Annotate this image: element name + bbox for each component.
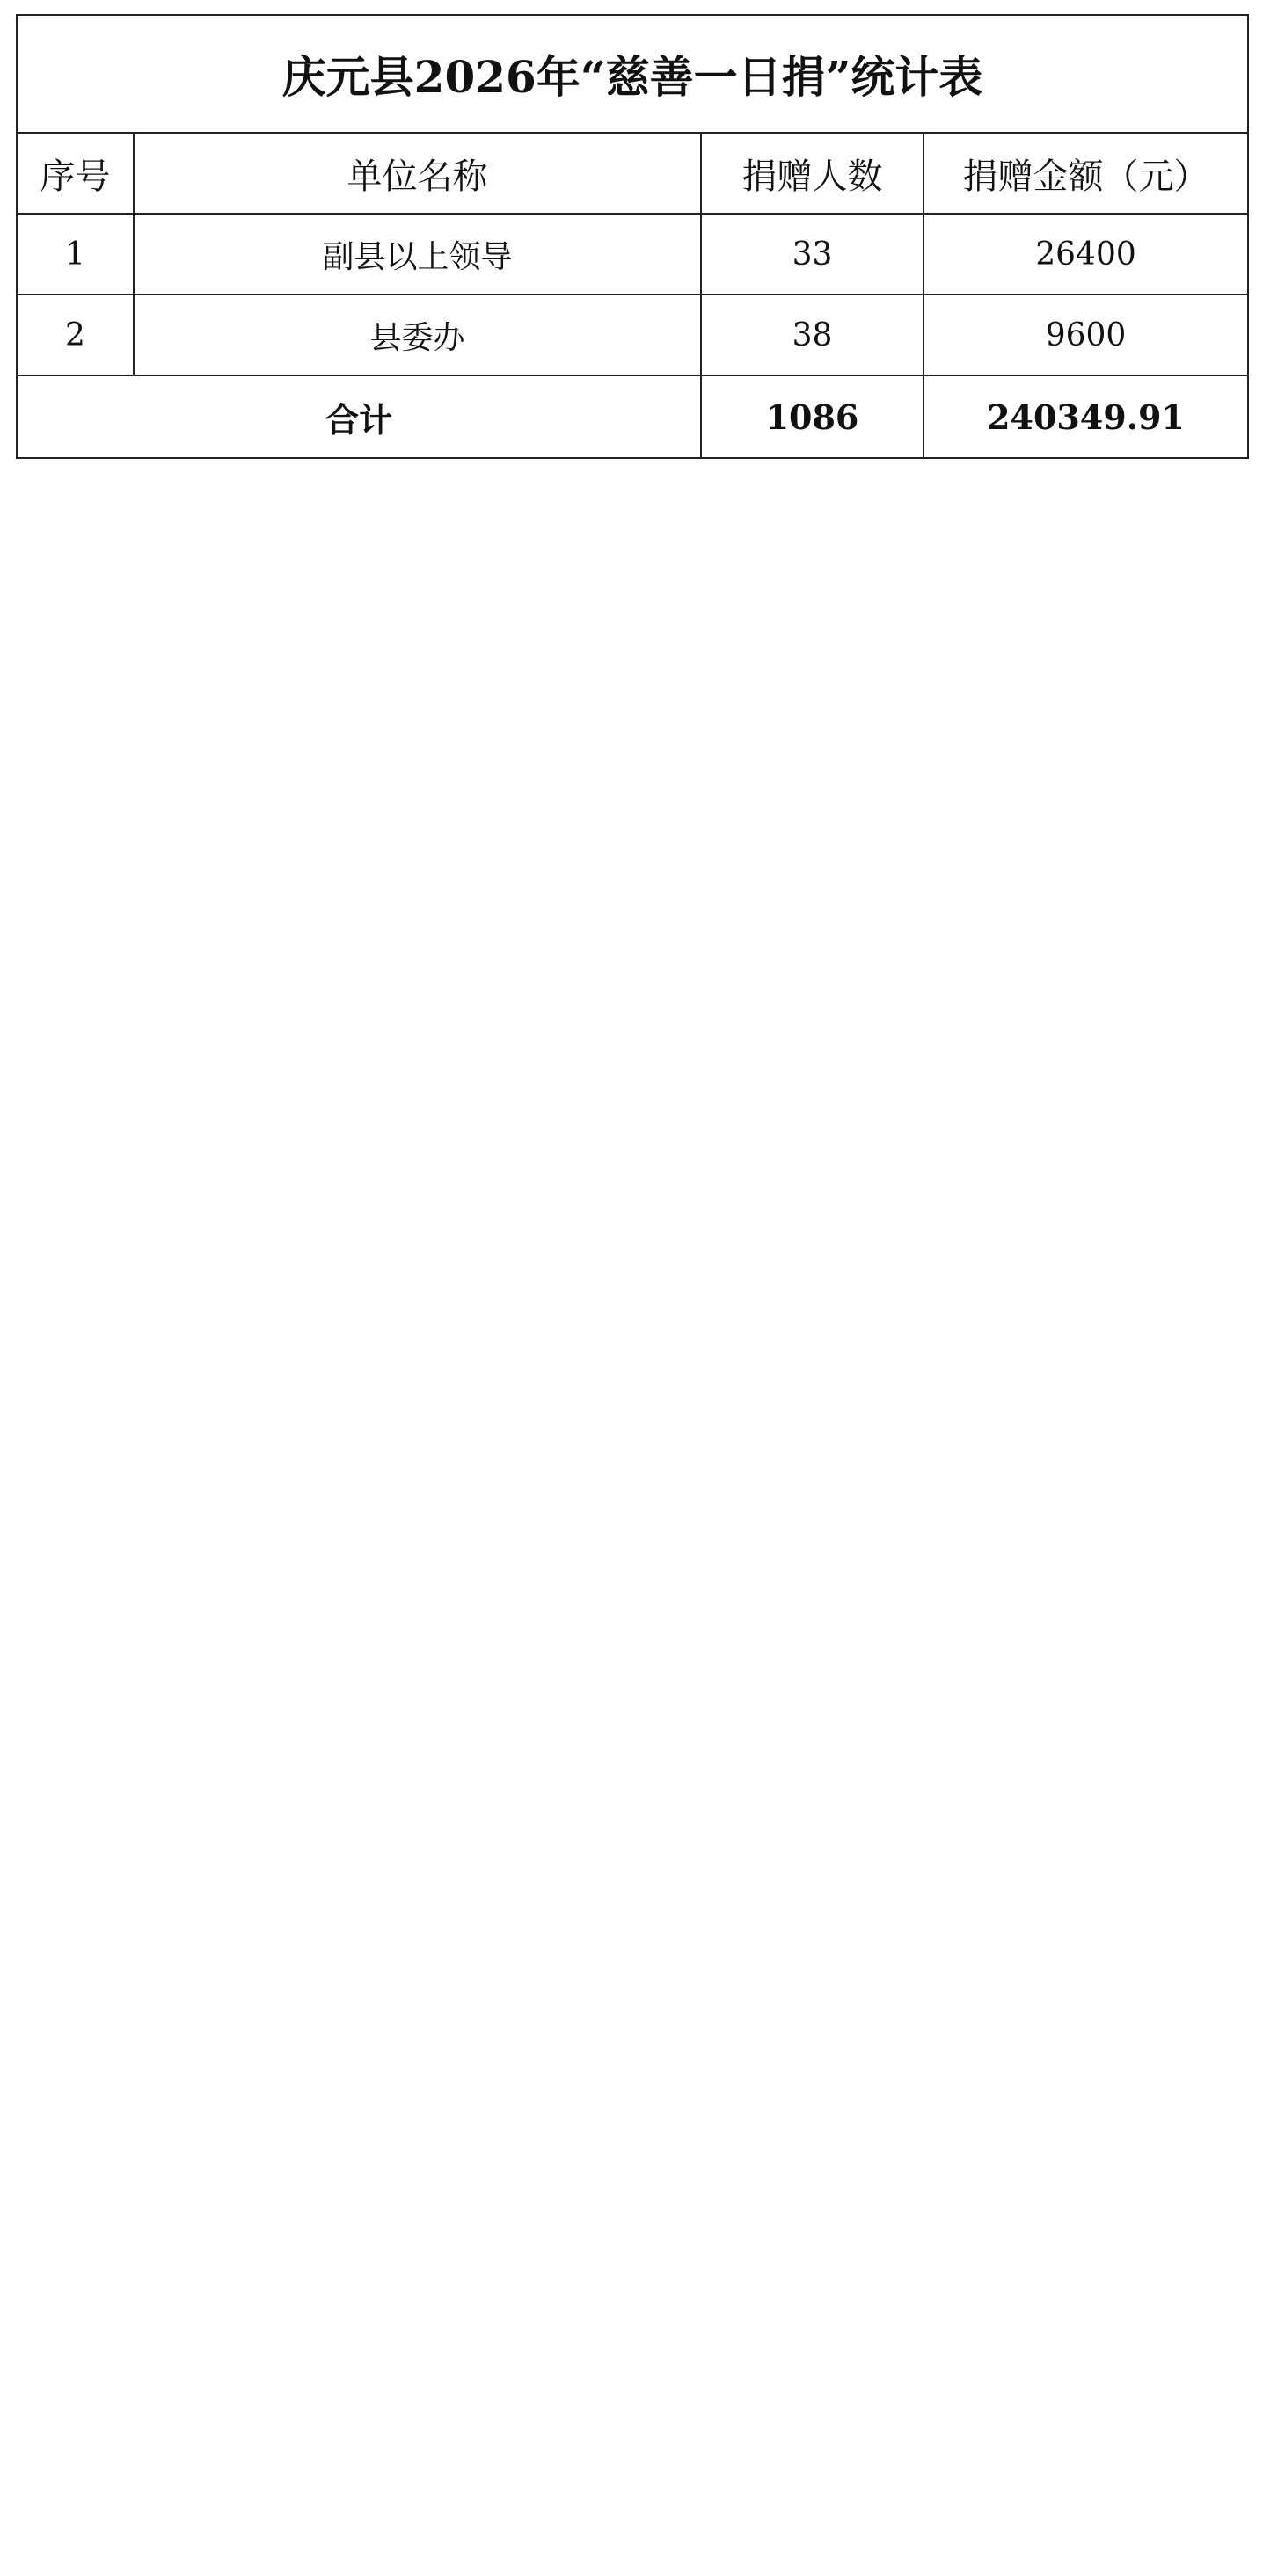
total-row (17, 375, 1248, 458)
cell-amount: 26400 (924, 214, 1248, 295)
total-label: 合计 (17, 375, 701, 458)
title-row (17, 15, 1248, 133)
cell-unit: 副县以上领导 (134, 214, 701, 295)
header-unit: 单位名称 (134, 133, 701, 214)
total-amount: 240349.91 (924, 375, 1248, 458)
table-row (17, 214, 1248, 295)
cell-people: 33 (701, 214, 924, 295)
header-row (17, 133, 1248, 214)
header-seq: 序号 (17, 133, 134, 214)
total-people: 1086 (701, 375, 924, 458)
header-amount: 捐赠金额（元） (924, 133, 1248, 214)
cell-amount: 9600 (924, 295, 1248, 375)
header-people: 捐赠人数 (701, 133, 924, 214)
cell-people: 38 (701, 295, 924, 375)
cell-unit: 县委办 (134, 295, 701, 375)
donation-table (16, 14, 1249, 459)
table-row (17, 295, 1248, 375)
cell-seq: 2 (17, 295, 134, 375)
cell-seq: 1 (17, 214, 134, 295)
statistics-sheet (16, 14, 1247, 459)
table-title: 庆元县2026年“慈善一日捐”统计表 (17, 15, 1248, 133)
